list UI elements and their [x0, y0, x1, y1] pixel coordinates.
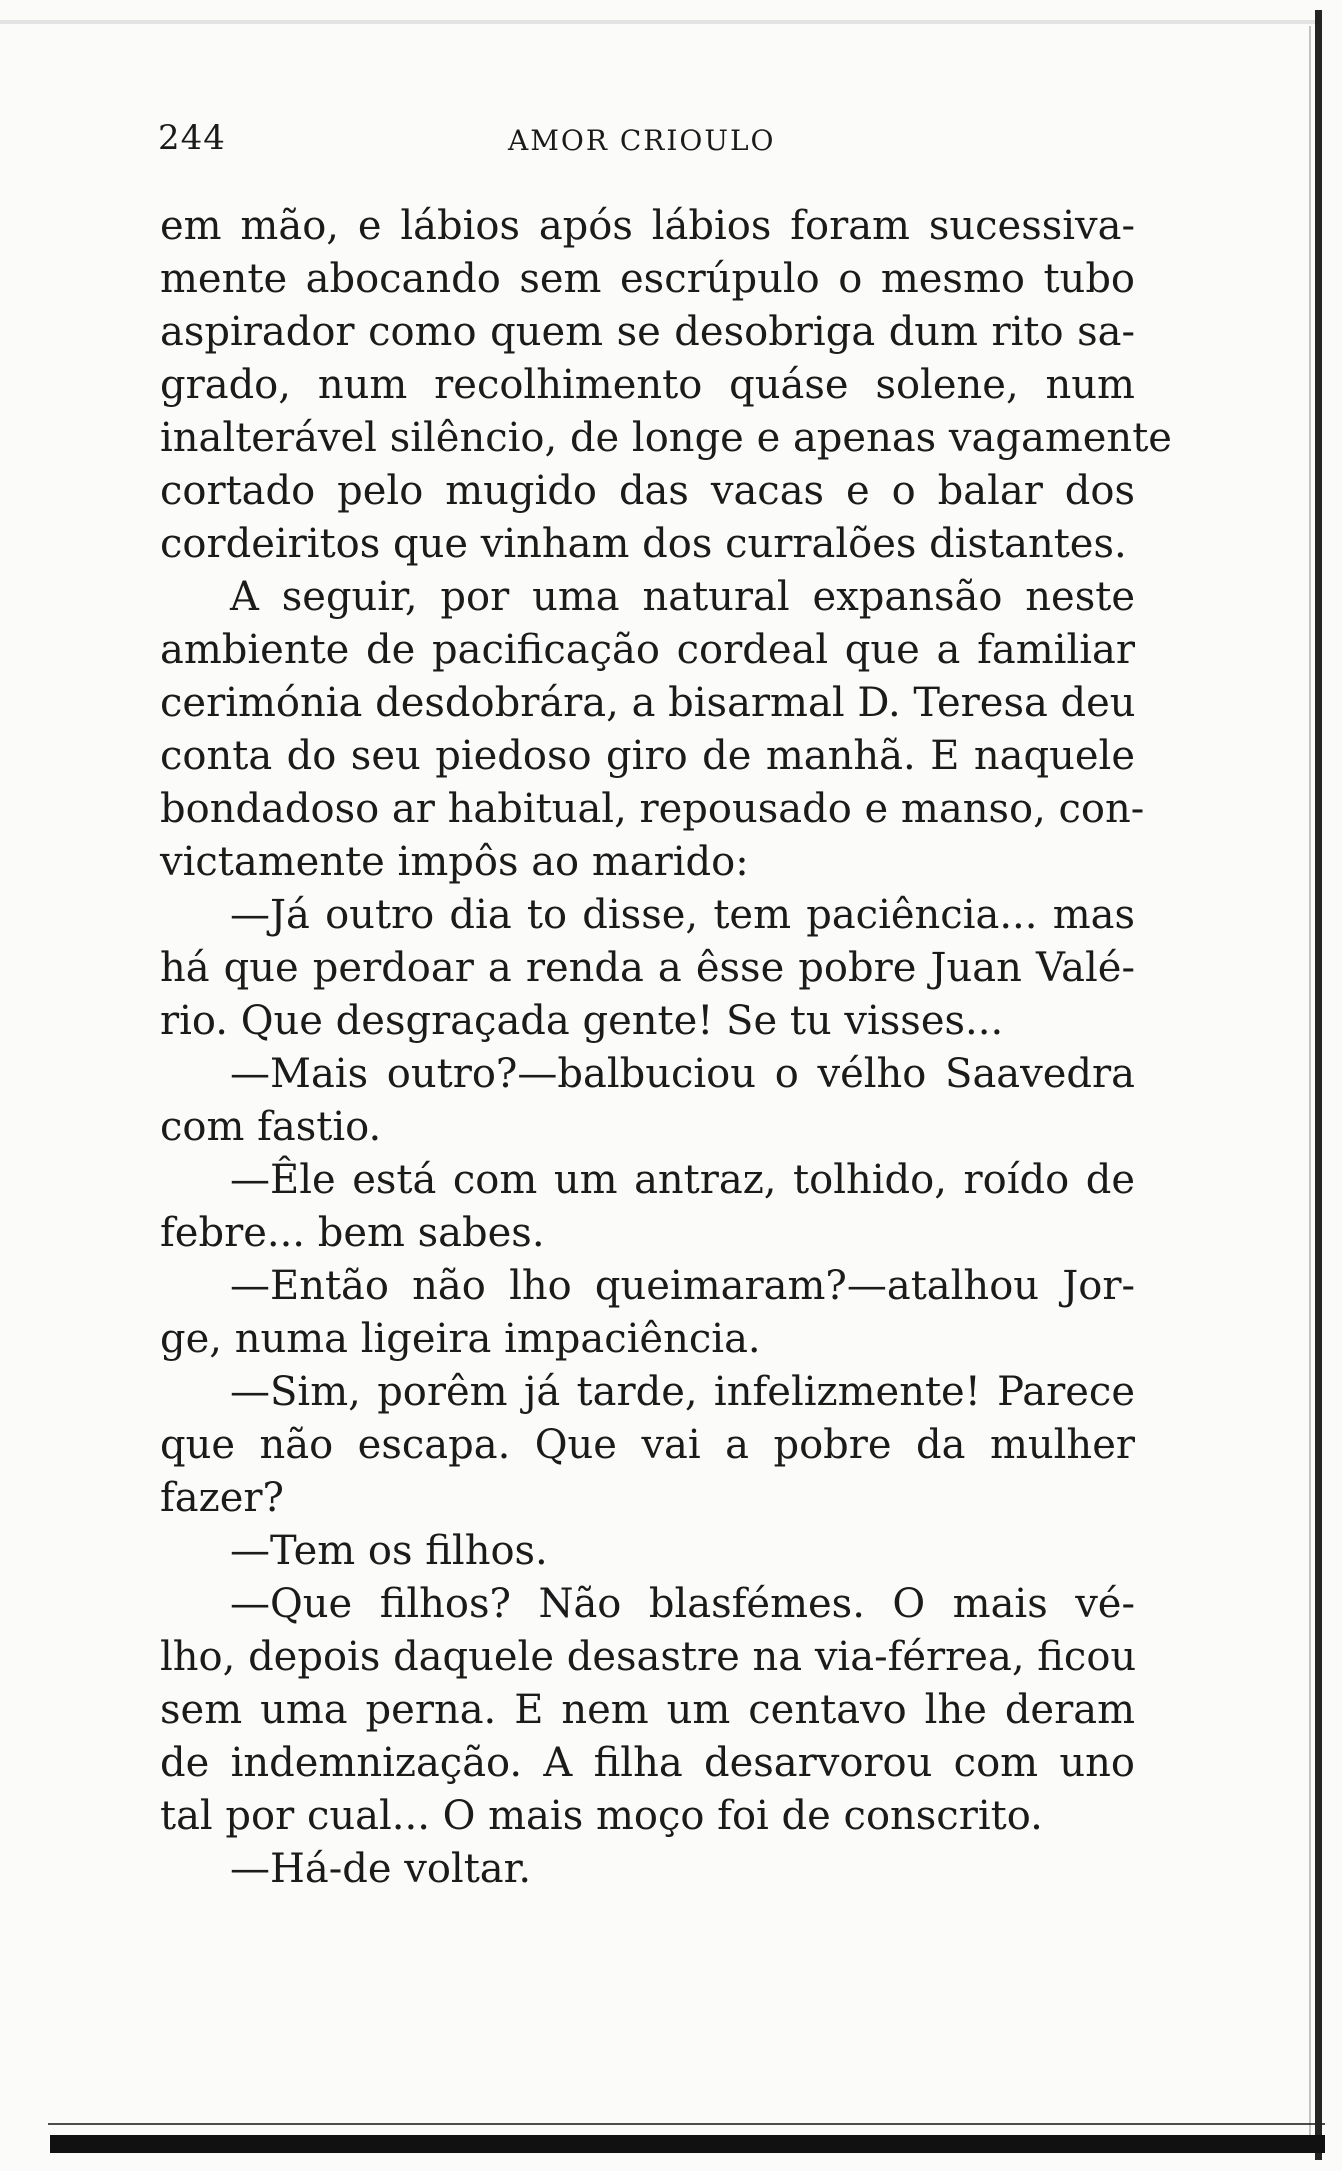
text-line: febre... bem sabes. [160, 1210, 545, 1256]
paragraph [160, 1154, 1135, 1260]
paragraph [160, 1843, 1135, 1896]
text-line: A seguir, por uma natural expansão neste [230, 574, 1135, 620]
text-line: em mão, e lábios após lábios foram sucessiva- [160, 203, 1135, 249]
paragraph [160, 1048, 1135, 1154]
text-line: —Êle está com um antraz, tolhido, roído de [230, 1157, 1135, 1203]
paragraph [160, 1260, 1135, 1366]
text-line: grado, num recolhimento quáse solene, num [160, 362, 1135, 408]
text-line: cordeiritos que vinham dos curralões distantes. [160, 521, 1127, 567]
text-line: conta do seu piedoso giro de manhã. E naquele [160, 733, 1135, 779]
text-line: que não escapa. Que vai a pobre da mulher [160, 1422, 1135, 1468]
text-line: aspirador como quem se desobriga dum rito sa- [160, 309, 1135, 355]
body-text [160, 200, 1172, 1896]
page-header [158, 118, 1138, 162]
text-line: rio. Que desgraçada gente! Se tu visses... [160, 998, 1004, 1044]
text-line: de indemnização. A filha desarvorou com uno [160, 1740, 1135, 1786]
text-line: lho, depois daquele desastre na via-férrea, ficou [160, 1634, 1137, 1680]
text-line: inalterável silêncio, de longe e apenas vagamente [160, 415, 1172, 461]
paragraph [160, 200, 1172, 571]
paragraph [160, 889, 1135, 1048]
paragraph [160, 1578, 1135, 1843]
text-line: com fastio. [160, 1104, 382, 1150]
bottom-edge-shadow [50, 2135, 1325, 2153]
text-line: —Há-de voltar. [230, 1846, 532, 1892]
text-line: tal por cual... O mais moço foi de conscrito. [160, 1793, 1043, 1839]
text-line: bondadoso ar habitual, repousado e manso, con- [160, 786, 1145, 832]
text-line: fazer? [160, 1475, 284, 1521]
top-edge-line [0, 20, 1320, 24]
bottom-edge-line [48, 2123, 1325, 2125]
text-line: cortado pelo mugido das vacas e o balar dos [160, 468, 1135, 514]
right-edge-inner-shadow [1309, 26, 1311, 2136]
text-line: —Então não lho queimaram?—atalhou Jor- [230, 1263, 1135, 1309]
paragraph [160, 1366, 1135, 1525]
text-line: —Mais outro?—balbuciou o vélho Saavedra [230, 1051, 1135, 1097]
running-title: AMOR CRIOULO [508, 124, 776, 157]
text-line: mente abocando sem escrúpulo o mesmo tubo [160, 256, 1135, 302]
text-line: ambiente de pacificação cordeal que a familiar [160, 627, 1135, 673]
page-number: 244 [158, 118, 226, 158]
paragraph [160, 571, 1145, 889]
right-edge-shadow [1315, 10, 1322, 2160]
text-line: há que perdoar a renda a êsse pobre Juan Valé- [160, 945, 1135, 991]
text-line: ge, numa ligeira impaciência. [160, 1316, 761, 1362]
text-line: —Tem os filhos. [230, 1528, 548, 1574]
text-line: sem uma perna. E nem um centavo lhe deram [160, 1687, 1135, 1733]
text-line: —Já outro dia to disse, tem paciência... mas [230, 892, 1135, 938]
text-line: cerimónia desdobrára, a bisarmal D. Teresa deu [160, 680, 1136, 726]
text-line: —Sim, porêm já tarde, infelizmente! Parece [230, 1369, 1135, 1415]
paragraph [160, 1525, 1135, 1578]
text-line: victamente impôs ao marido: [160, 839, 749, 885]
text-line: —Que filhos? Não blasfémes. O mais vé- [230, 1581, 1135, 1627]
